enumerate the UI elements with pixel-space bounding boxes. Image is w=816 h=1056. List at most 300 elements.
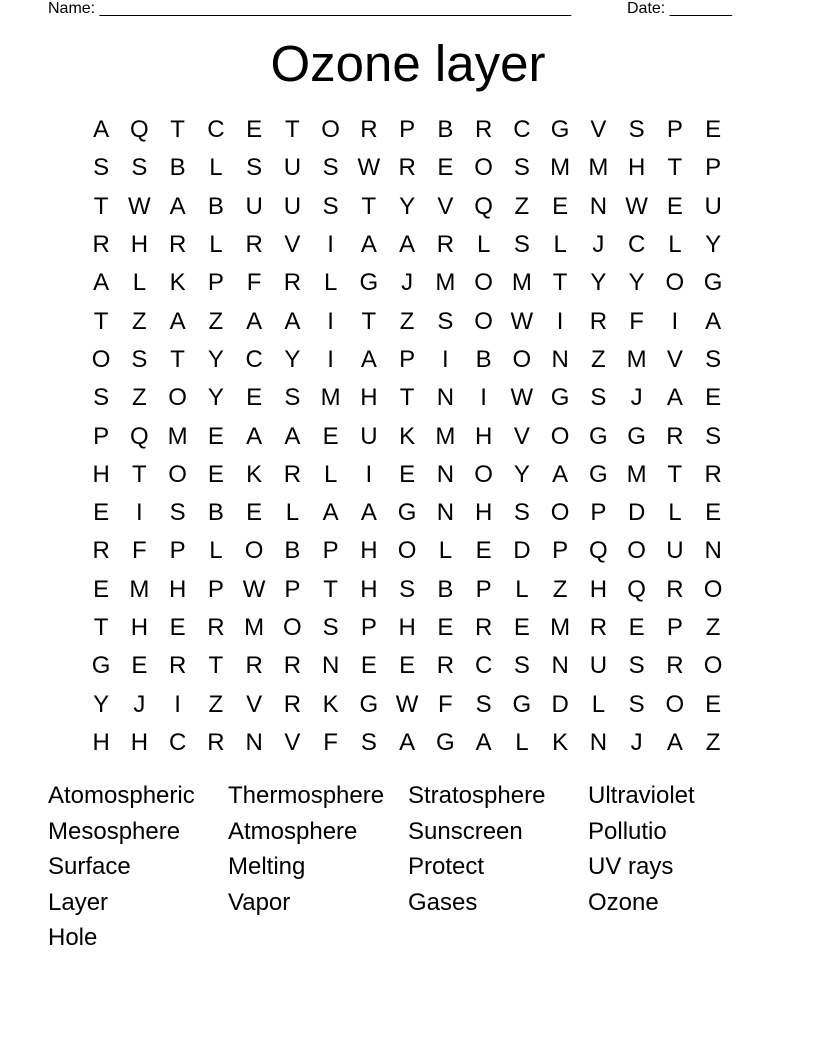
word-list-item: Surface (48, 853, 131, 881)
grid-letter: J (630, 728, 643, 756)
grid-letter: S (628, 690, 645, 718)
grid-letter: T (667, 154, 683, 182)
grid-letter: U (245, 192, 263, 220)
grid-letter: L (476, 231, 491, 259)
grid-letter: B (207, 499, 224, 527)
grid-letter: P (322, 537, 339, 565)
grid-letter: A (93, 269, 110, 297)
letter-grid (82, 111, 732, 762)
grid-letter: B (169, 154, 186, 182)
grid-letter: F (438, 690, 453, 718)
grid-letter: L (515, 728, 529, 756)
grid-letter: P (169, 537, 186, 565)
grid-letter: O (550, 499, 570, 527)
grid-letter: O (665, 269, 685, 297)
word-list-item: Atmosphere (228, 817, 358, 845)
grid-letter: R (474, 116, 493, 144)
grid-letter: T (208, 652, 224, 680)
grid-letter: E (207, 460, 224, 488)
page-title: Ozone layer (270, 35, 546, 92)
grid-letter: O (512, 345, 532, 373)
word-list-item: Gases (408, 888, 478, 916)
grid-letter: E (513, 614, 530, 641)
grid-letter: W (395, 690, 419, 718)
grid-letter: Y (705, 231, 722, 259)
grid-letter: M (167, 422, 188, 450)
grid-letter: E (169, 614, 186, 641)
grid-letter: A (399, 231, 416, 259)
grid-letter: S (93, 384, 110, 412)
grid-letter: I (671, 307, 679, 335)
grid-letter: H (589, 575, 608, 603)
grid-letter: P (207, 575, 224, 603)
grid-letter: M (550, 614, 571, 641)
grid-letter: O (665, 690, 685, 718)
grid-letter: E (437, 614, 454, 641)
grid-letter: D (627, 499, 646, 527)
grid-letter: H (360, 384, 378, 412)
grid-letter: F (246, 269, 262, 297)
grid-letter: N (436, 460, 455, 488)
grid-letter: M (626, 345, 647, 373)
grid-letter: G (359, 690, 379, 718)
grid-letter: E (246, 384, 263, 412)
grid-letter: T (170, 116, 185, 144)
grid-letter: C (627, 231, 646, 259)
grid-letter: H (398, 614, 416, 641)
grid-letter: O (703, 652, 723, 680)
grid-letter: R (436, 231, 455, 259)
grid-letter: I (556, 307, 564, 335)
grid-letter: V (284, 231, 301, 259)
grid-letter: K (322, 690, 339, 718)
word-list-item: Ultraviolet (588, 782, 695, 809)
word-list-item: Vapor (228, 888, 291, 916)
grid-letter: S (513, 499, 530, 527)
header (0, 0, 816, 20)
grid-letter: E (322, 422, 339, 450)
grid-letter: L (209, 154, 223, 182)
grid-letter: P (399, 116, 416, 144)
grid-letter: R (589, 614, 608, 641)
grid-letter: A (666, 728, 683, 756)
grid-letter: E (399, 652, 416, 680)
word-list-item: Protect (408, 853, 485, 881)
grid-letter: P (207, 269, 224, 297)
grid-letter: S (437, 307, 454, 335)
grid-letter: R (283, 690, 302, 718)
grid-letter: V (284, 728, 301, 756)
grid-letter: E (705, 384, 722, 412)
grid-letter: U (283, 192, 302, 220)
grid-letter: N (589, 192, 608, 220)
grid-letter: O (550, 422, 570, 450)
grid-letter: E (705, 499, 722, 527)
grid-letter: G (512, 690, 532, 718)
grid-letter: G (397, 499, 417, 527)
grid-letter: S (246, 154, 263, 182)
grid-letter: R (283, 460, 302, 488)
grid-letter: M (511, 269, 532, 297)
grid-letter: S (628, 116, 645, 144)
grid-letter: I (365, 460, 373, 488)
grid-letter: C (168, 728, 187, 756)
grid-letter: I (480, 384, 487, 412)
grid-letter: E (246, 116, 263, 144)
grid-letter: S (628, 652, 645, 680)
grid-letter: T (285, 116, 300, 144)
grid-letter: T (93, 307, 109, 335)
grid-letter: E (399, 460, 416, 488)
grid-letter: Y (628, 269, 645, 297)
grid-letter: L (323, 460, 338, 488)
grid-letter: K (246, 460, 263, 488)
word-list-item: UV rays (588, 853, 674, 881)
grid-letter: L (323, 269, 338, 297)
grid-letter: O (321, 116, 340, 144)
grid-letter: W (625, 192, 648, 220)
word-list-item: Thermosphere (228, 782, 385, 809)
grid-letter: W (510, 384, 534, 412)
grid-letter: R (245, 231, 263, 259)
word-list-item: Pollutio (588, 817, 667, 845)
grid-letter: P (590, 499, 607, 527)
grid-letter: E (705, 690, 722, 718)
grid-letter: Z (399, 307, 415, 335)
grid-letter: G (91, 652, 111, 680)
grid-letter: H (130, 614, 149, 641)
grid-letter: O (244, 537, 264, 565)
grid-letter: I (174, 690, 181, 718)
grid-letter: F (132, 537, 147, 565)
grid-letter: M (626, 460, 647, 488)
grid-letter: U (589, 652, 608, 680)
grid-letter: N (321, 652, 340, 680)
grid-letter: Q (474, 192, 493, 220)
grid-letter: Z (132, 384, 147, 412)
grid-letter: O (474, 460, 493, 488)
grid-letter: R (245, 652, 263, 680)
grid-letter: A (360, 499, 377, 527)
grid-letter: U (283, 154, 302, 182)
grid-letter: P (93, 422, 110, 450)
grid-letter: O (283, 614, 302, 641)
grid-letter: Q (130, 422, 149, 450)
grid-letter: Q (627, 575, 646, 603)
grid-letter: Z (591, 345, 606, 373)
grid-letter: A (399, 728, 416, 756)
grid-letter: C (245, 345, 263, 373)
grid-letter: V (437, 192, 454, 220)
grid-letter: M (244, 614, 265, 641)
grid-letter: S (475, 690, 492, 718)
word-list (48, 778, 768, 956)
grid-letter: T (361, 307, 377, 335)
grid-letter: R (474, 614, 493, 641)
grid-letter: J (592, 231, 605, 259)
grid-letter: W (357, 154, 381, 182)
grid-letter: O (627, 537, 646, 565)
grid-letter: Z (552, 575, 568, 603)
word-list-item: Hole (48, 924, 98, 952)
grid-letter: E (437, 154, 454, 182)
grid-letter: Z (705, 614, 721, 641)
grid-letter: Z (132, 307, 147, 335)
word-list-item: Melting (228, 853, 306, 881)
grid-letter: R (360, 116, 378, 144)
grid-letter: R (207, 728, 225, 756)
grid-letter: N (551, 652, 569, 680)
grid-letter: G (703, 269, 723, 297)
word-list-item: Sunscreen (408, 817, 523, 845)
grid-letter: T (132, 460, 147, 488)
grid-letter: E (246, 499, 263, 527)
grid-letter: N (551, 345, 569, 373)
grid-letter: P (705, 154, 722, 182)
grid-letter: E (207, 422, 224, 450)
grid-letter: B (284, 537, 301, 565)
grid-letter: R (704, 460, 722, 488)
grid-letter: E (131, 652, 148, 680)
grid-letter: H (168, 575, 187, 603)
grid-letter: S (131, 345, 148, 373)
grid-letter: M (550, 154, 571, 182)
grid-letter: R (283, 269, 302, 297)
grid-letter: J (133, 690, 146, 718)
grid-letter: A (284, 307, 301, 335)
grid-letter: Y (207, 384, 224, 412)
grid-letter: T (361, 192, 377, 220)
grid-letter: R (283, 652, 302, 680)
grid-letter: O (703, 575, 723, 603)
grid-letter: C (207, 116, 225, 144)
grid-letter: I (327, 307, 334, 335)
grid-letter: T (93, 192, 109, 220)
grid-letter: R (92, 231, 110, 259)
grid-letter: L (209, 537, 223, 565)
grid-letter: N (436, 499, 455, 527)
grid-letter: B (437, 575, 454, 603)
grid-letter: N (589, 728, 608, 756)
grid-letter: L (132, 269, 147, 297)
grid-letter: O (168, 460, 187, 488)
grid-letter: G (436, 728, 455, 756)
grid-letter: T (323, 575, 338, 603)
grid-letter: V (513, 422, 530, 450)
grid-letter: A (360, 231, 377, 259)
grid-letter: P (360, 614, 377, 641)
grid-letter: L (591, 690, 606, 718)
grid-letter: V (590, 116, 607, 144)
grid-letter: R (398, 154, 416, 182)
word-list-item: Atomospheric (48, 782, 195, 809)
grid-letter: E (552, 192, 569, 220)
grid-letter: S (322, 614, 339, 641)
grid-letter: N (245, 728, 263, 756)
grid-letter: R (168, 231, 187, 259)
grid-letter: L (438, 537, 453, 565)
grid-letter: S (513, 154, 530, 182)
grid-letter: Z (208, 307, 224, 335)
grid-letter: M (129, 575, 150, 603)
grid-letter: S (169, 499, 186, 527)
grid-letter: Y (284, 345, 301, 373)
grid-letter: G (589, 460, 608, 488)
grid-letter: K (169, 269, 186, 297)
grid-letter: W (510, 307, 534, 335)
grid-letter: O (474, 307, 493, 335)
grid-letter: P (552, 537, 569, 565)
grid-letter: I (327, 231, 334, 259)
grid-letter: S (513, 652, 530, 680)
grid-letter: A (284, 422, 301, 450)
grid-letter: M (435, 269, 456, 297)
grid-letter: S (590, 384, 607, 412)
grid-letter: E (360, 652, 377, 680)
grid-letter: E (666, 192, 683, 220)
grid-letter: Z (514, 192, 530, 220)
grid-letter: T (667, 460, 683, 488)
grid-letter: T (93, 614, 109, 641)
grid-letter: G (550, 116, 570, 144)
grid-letter: G (627, 422, 646, 450)
grid-letter: T (399, 384, 415, 412)
grid-letter: K (399, 422, 416, 450)
grid-letter: L (668, 499, 682, 527)
grid-letter: G (589, 422, 608, 450)
grid-letter: U (360, 422, 378, 450)
grid-letter: R (168, 652, 187, 680)
date-field: Date: _______ (627, 0, 732, 17)
grid-letter: G (550, 384, 570, 412)
grid-letter: D (513, 537, 531, 565)
grid-letter: P (666, 116, 683, 144)
grid-letter: R (666, 422, 684, 450)
grid-letter: T (552, 269, 568, 297)
grid-letter: A (360, 345, 377, 373)
word-list-item: Ozone (588, 888, 659, 916)
grid-letter: H (92, 728, 110, 756)
grid-letter: Y (513, 460, 530, 488)
grid-letter: L (285, 499, 300, 527)
grid-letter: S (131, 154, 148, 182)
grid-letter: V (246, 690, 263, 718)
grid-letter: Q (130, 116, 149, 144)
grid-letter: S (322, 154, 339, 182)
grid-letter: Q (589, 537, 608, 565)
grid-letter: S (705, 345, 722, 373)
grid-letter: Y (93, 690, 110, 718)
grid-letter: L (209, 231, 223, 259)
grid-letter: Y (399, 192, 416, 220)
grid-letter: R (589, 307, 608, 335)
grid-letter: A (246, 307, 263, 335)
grid-letter: F (629, 307, 644, 335)
grid-letter: R (207, 614, 225, 641)
grid-letter: S (399, 575, 416, 603)
grid-letter: A (552, 460, 569, 488)
grid-letter: H (130, 728, 149, 756)
grid-letter: G (359, 269, 379, 297)
grid-letter: Y (590, 269, 607, 297)
grid-letter: R (666, 652, 684, 680)
grid-letter: O (91, 345, 111, 373)
grid-letter: S (322, 192, 339, 220)
grid-letter: M (320, 384, 341, 412)
grid-letter: A (666, 384, 683, 412)
grid-letter: L (668, 231, 682, 259)
grid-letter: H (474, 422, 493, 450)
grid-letter: O (397, 537, 417, 565)
grid-letter: R (436, 652, 455, 680)
grid-letter: J (630, 384, 643, 412)
grid-letter: A (169, 307, 186, 335)
grid-letter: P (284, 575, 301, 603)
grid-letter: A (246, 422, 263, 450)
grid-letter: E (705, 116, 722, 144)
grid-letter: H (474, 499, 493, 527)
grid-letter: R (666, 575, 684, 603)
grid-letter: C (513, 116, 531, 144)
grid-letter: A (169, 192, 186, 220)
grid-letter: Y (207, 345, 224, 373)
grid-letter: C (474, 652, 493, 680)
word-list-item: Mesosphere (48, 817, 181, 845)
grid-letter: M (588, 154, 609, 182)
grid-letter: H (360, 575, 378, 603)
grid-letter: O (474, 269, 493, 297)
grid-letter: P (399, 345, 416, 373)
word-list-item: Layer (48, 888, 109, 916)
grid-letter: O (474, 154, 493, 182)
grid-letter: A (705, 307, 722, 335)
grid-letter: O (168, 384, 187, 412)
grid-letter: S (705, 422, 722, 450)
grid-letter: M (435, 422, 456, 450)
grid-letter: S (284, 384, 301, 412)
grid-letter: A (475, 728, 492, 756)
grid-letter: E (93, 499, 110, 527)
grid-letter: T (170, 345, 185, 373)
grid-letter: H (130, 231, 149, 259)
grid-letter: H (360, 537, 378, 565)
grid-letter: N (436, 384, 455, 412)
grid-letter: L (515, 575, 529, 603)
grid-letter: J (401, 269, 414, 297)
grid-letter: U (704, 192, 722, 220)
grid-letter: V (666, 345, 683, 373)
grid-letter: I (136, 499, 143, 527)
grid-letter: N (704, 537, 722, 565)
grid-letter: S (93, 154, 110, 182)
grid-letter: I (442, 345, 449, 373)
word-list-item: Stratosphere (408, 782, 546, 809)
grid-letter: D (551, 690, 569, 718)
grid-letter: B (437, 116, 454, 144)
grid-letter: Z (705, 728, 721, 756)
grid-letter: B (475, 345, 492, 373)
grid-letter: L (553, 231, 567, 259)
grid-letter: P (475, 575, 492, 603)
grid-letter: S (513, 231, 530, 259)
grid-letter: W (242, 575, 266, 603)
grid-letter: P (666, 614, 683, 641)
grid-letter: B (207, 192, 224, 220)
grid-letter: W (128, 192, 151, 220)
name-field: Name: _____________________________________________________ (48, 0, 572, 17)
grid-letter: F (323, 728, 338, 756)
grid-letter: R (92, 537, 110, 565)
